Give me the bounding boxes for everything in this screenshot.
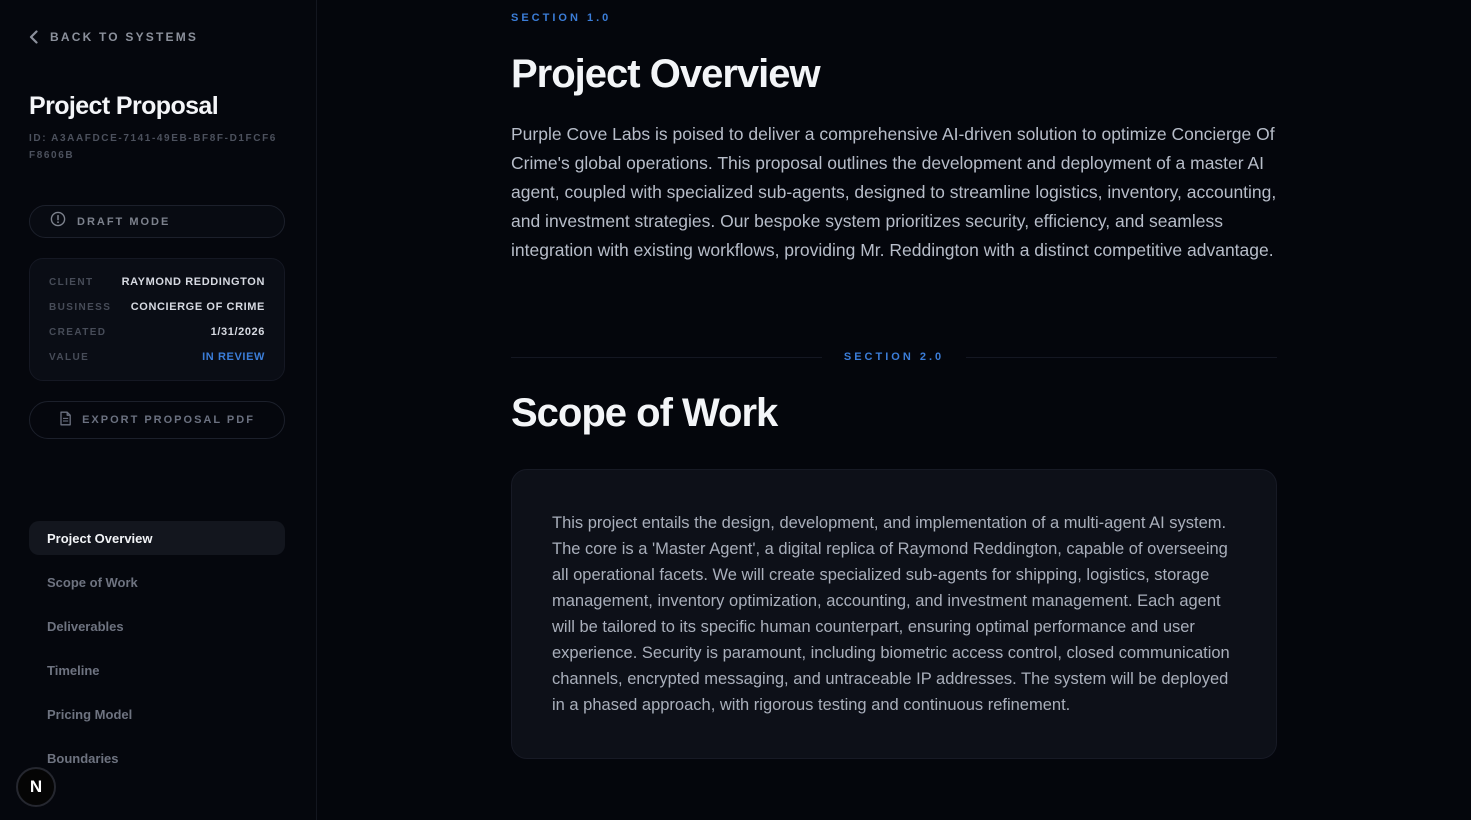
main-content: [317, 0, 1471, 820]
alert-circle-icon: [50, 211, 66, 232]
nav-item-project-overview[interactable]: Project Overview: [29, 521, 285, 555]
divider-line-right: [966, 357, 1277, 358]
scope-of-work-card: [511, 469, 1277, 759]
n-logo-letter: N: [29, 777, 43, 796]
chevron-left-icon: [29, 30, 38, 44]
sidebar: [0, 0, 317, 820]
meta-value-business: CONCIERGE OF CRIME: [130, 301, 265, 313]
section-2-title: Scope of Work: [511, 391, 778, 435]
back-to-systems-label: BACK TO SYSTEMS: [50, 30, 199, 44]
section-2-kicker: SECTION 2.0: [843, 351, 945, 363]
nextjs-dev-badge[interactable]: [16, 767, 56, 807]
meta-label-business: BUSINESS: [49, 301, 112, 313]
meta-value-client: RAYMOND REDDINGTON: [121, 276, 265, 288]
meta-label-value: VALUE: [49, 351, 90, 363]
meta-label-created: CREATED: [49, 326, 107, 338]
export-proposal-pdf-label: EXPORT PROPOSAL PDF: [82, 414, 255, 426]
export-proposal-pdf-button[interactable]: [29, 401, 285, 439]
document-icon: [59, 411, 72, 429]
meta-row-client: [49, 276, 265, 288]
nav-item-scope-of-work[interactable]: Scope of Work: [47, 574, 138, 590]
section-2-divider: [511, 351, 1277, 363]
section-1-kicker: SECTION 1.0: [511, 12, 612, 24]
meta-label-client: CLIENT: [49, 276, 94, 288]
section-1-title: Project Overview: [511, 52, 820, 96]
meta-row-value: [49, 351, 265, 363]
status-badge-in-review: IN REVIEW: [202, 351, 265, 363]
section-1-body: Purple Cove Labs is poised to deliver a comprehensive AI-driven solution to optimize Concierge Of Crime's global operations. This proposal outlines the development and deployment of a master AI agent, coupled with specialized sub-agents, designed to streamline logistics, inventory, accounting, and investment strategies. Our bespoke system prioritizes security, efficiency, and seamless integration with existing workflows, providing Mr. Reddington with a distinct competitive advantage.: [511, 124, 1277, 260]
meta-row-business: [49, 301, 265, 313]
proposal-title: Project Proposal: [29, 92, 219, 120]
back-to-systems-link[interactable]: [29, 30, 287, 44]
scope-of-work-body: This project entails the design, development, and implementation of a multi-agent AI system. The core is a 'Master Agent', a digital replica of Raymond Reddington, capable of overseeing all operational facets. We will create specialized sub-agents for shipping, logistics, storage management, inventory optimization, accounting, and investment management. Each agent will be tailored to its specific human counterpart, ensuring optimal performance and user experience. Security is paramount, including biometric access control, closed communication channels, encrypted messaging, and untraceable IP addresses. The system will be deployed in a phased approach, with rigorous testing and continuous refinement.: [552, 514, 1230, 714]
nav-item-boundaries[interactable]: Boundaries: [47, 750, 119, 766]
meta-value-created: 1/31/2026: [210, 326, 265, 338]
draft-mode-badge[interactable]: [29, 205, 285, 238]
nav-item-deliverables[interactable]: Deliverables: [47, 618, 124, 634]
nav-item-pricing-model[interactable]: Pricing Model: [47, 706, 133, 722]
draft-mode-label: DRAFT MODE: [77, 215, 171, 228]
proposal-meta-card: [29, 258, 285, 381]
meta-row-created: [49, 326, 265, 338]
proposal-id: ID: A3AAFDCE-7141-49EB-BF8F-D1FCF6F8606B: [29, 133, 277, 161]
section-nav: [29, 521, 287, 775]
nav-item-timeline[interactable]: Timeline: [47, 662, 100, 678]
divider-line-left: [511, 357, 822, 358]
